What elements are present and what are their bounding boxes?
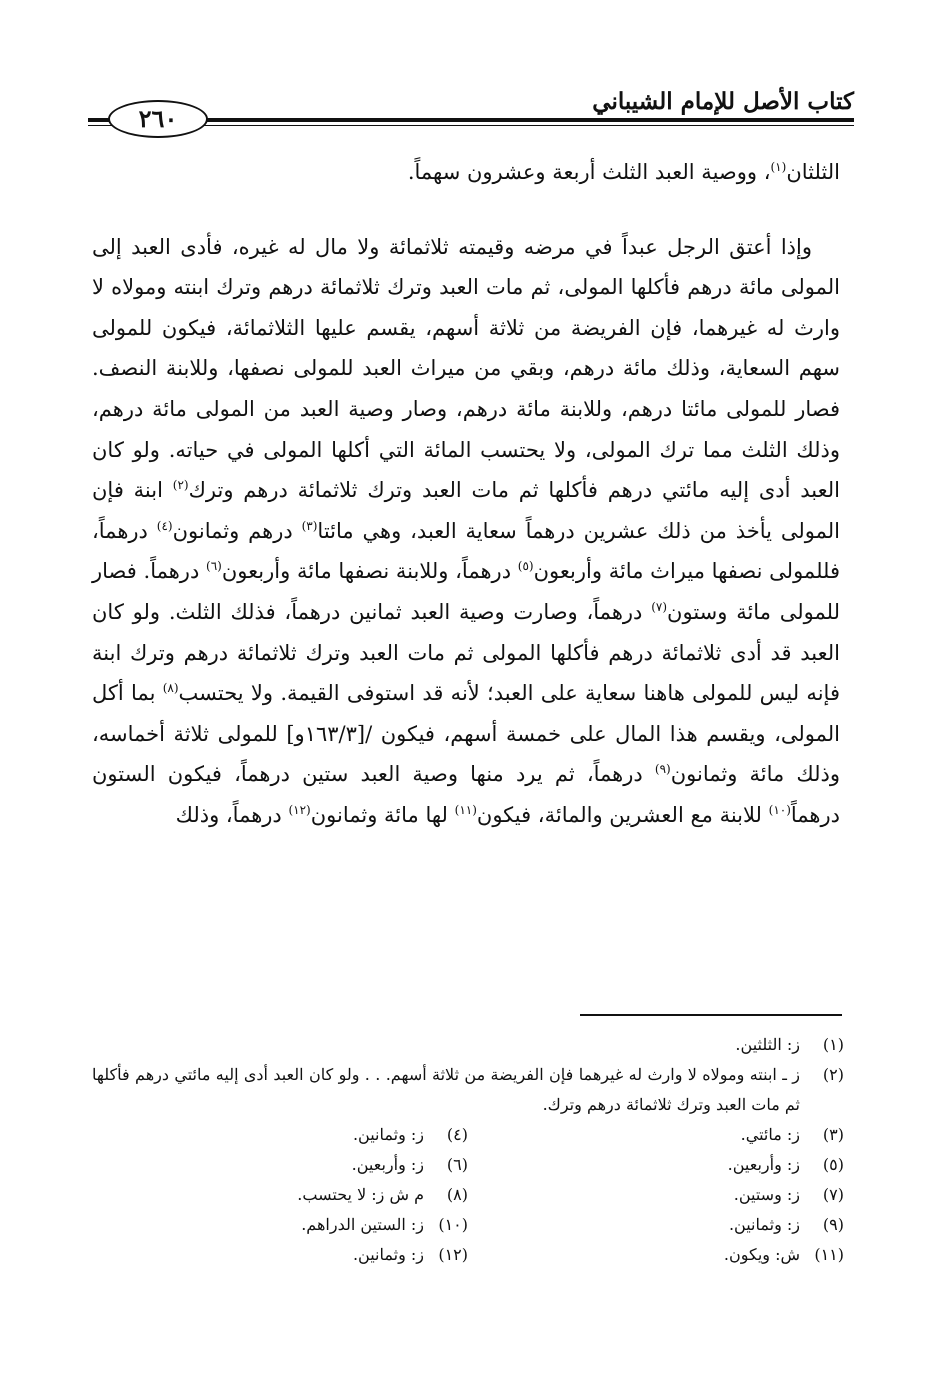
paragraph-1: الثلثان$^{(١)}$، ووصية العبد الثلث أربعة وعشرون سهماً. — [407, 160, 840, 184]
footnote-number: (٢) — [822, 1065, 844, 1084]
footnote-12: (١٢) ز: وثمانين. — [352, 1245, 468, 1264]
footnote-ref-3: (٣) — [301, 518, 318, 533]
footnote-11: (١١) ش: ويكون. — [723, 1245, 844, 1264]
footnote-4: (٤) ز: وثمانين. — [352, 1125, 468, 1144]
footnote-ref-4: (٤) — [156, 518, 173, 533]
page-header — [88, 88, 854, 138]
footnote-ref-1: (١) — [770, 160, 787, 174]
main-text — [92, 152, 840, 836]
footnote-7: (٧) ز: وستين. — [733, 1185, 844, 1204]
book-title: كتاب الأصل للإمام الشيباني — [592, 88, 854, 115]
footnote-5: (٥) ز: وأربعين. — [727, 1155, 844, 1174]
footnote-separator — [580, 1014, 842, 1016]
footnote-6: (٦) ز: وأربعين. — [351, 1155, 468, 1174]
footnote-9: (٩) ز: وثمانين. — [728, 1215, 844, 1234]
footnote-text: ز: الثلثين. — [735, 1035, 800, 1054]
footnote-ref-5: (٥) — [517, 559, 534, 574]
footnote-ref-2: (٢) — [172, 478, 189, 493]
footnote-ref-12: (١٢) — [288, 802, 311, 817]
paragraph-2: وإذا أعتق الرجل عبداً في مرضه وقيمته ثلاثمائة ولا مال له غيره، فأدى العبد إلى المولى مائة درهم فأكلها المولى، ثم مات العبد وترك ثلاثمائة درهم وترك ابنته ومولاه لا وارث له غيرهما، فإن الفريضة من ثلاثة أسهم، يقسم عليها الثلاثمائة، فيكون للمولى سهم السعاية، وذلك مائة درهم، وبقي من ميراث العبد للمولى نصفها، وللابنة النصف. فصار للمولى مائتا درهم، وللابنة مائة درهم، وصار وصية العبد من المولى مائة درهم، وذلك الثلث مما ترك المولى، ولا يحتسب المائة التي أكلها المولى في حياته. ولو كان العبد أدى إليه مائتي درهم فأكلها ثم مات العبد وترك ثلاثمائة درهم وترك$^{(٢)}$ ابنة فإن المولى يأخذ من ذلك عشرين درهماً سعاية العبد، وهي مائتا$^{(٣)}$ درهم وثمانون$^{(٤)}$ درهماً، فللمولى نصفها ميراث مائة وأربعون$^{(٥)}$ درهماً، وللابنة نصفها مائة وأربعون$^{(٦)}$ درهماً. فصار للمولى مائة وستون$^{(٧)}$ درهماً، وصارت وصية العبد ثمانين درهماً، فذلك الثلث. ولو كان العبد قد أدى ثلاثمائة درهم فأكلها المولى ثم مات العبد وترك ثلاثمائة درهم وترك ابنة فإنه ليس للمولى هاهنا سعاية على العبد؛ لأنه قد استوفى القيمة. ولا يحتسب$^{(٨)}$ بما أكل المولى، ويقسم هذا المال على خمسة أسهم، فيكون /[١٦٣/٣و] للمولى ثلاثة أخماسه، وذلك مائة وثمانون$^{(٩)}$ درهماً، ثم يرد منها وصية العبد ستين درهماً، فيكون الستون درهماً$^{(١٠)}$ للابنة مع العشرين والمائة، فيكون$^{(١١)}$ لها مائة وثمانون$^{(١٢)}$ درهماً، وذلك — [92, 234, 841, 827]
footnote-1 — [92, 1030, 844, 1060]
footnote-ref-9: (٩) — [654, 762, 671, 777]
page-number: ٢٦٠ — [108, 100, 208, 138]
footnote-grid — [92, 1120, 844, 1270]
footnote-ref-10: (١٠) — [768, 802, 791, 817]
footnote-10: (١٠) ز: الستين الدراهم. — [301, 1215, 468, 1234]
footnote-text: ز ـ ابنته ومولاه لا وارث له غيرهما فإن الفريضة من ثلاثة أسهم. . . ولو كان العبد أدى إليه مائتي درهم فأكلها ثم مات العبد وترك ثلاثمائة درهم وترك. — [92, 1065, 800, 1114]
footnote-ref-11: (١١) — [454, 802, 477, 817]
footnotes — [92, 1030, 844, 1270]
footnote-8: (٨) م ش ز: لا يحتسب. — [297, 1185, 468, 1204]
footnote-2 — [92, 1060, 844, 1120]
footnote-3: (٣) ز: مائتي. — [740, 1125, 844, 1144]
footnote-ref-7: (٧) — [651, 599, 668, 614]
footnote-ref-8: (٨) — [162, 681, 179, 696]
footnote-ref-6: (٦) — [206, 559, 222, 574]
footnote-number: (١) — [822, 1035, 844, 1054]
